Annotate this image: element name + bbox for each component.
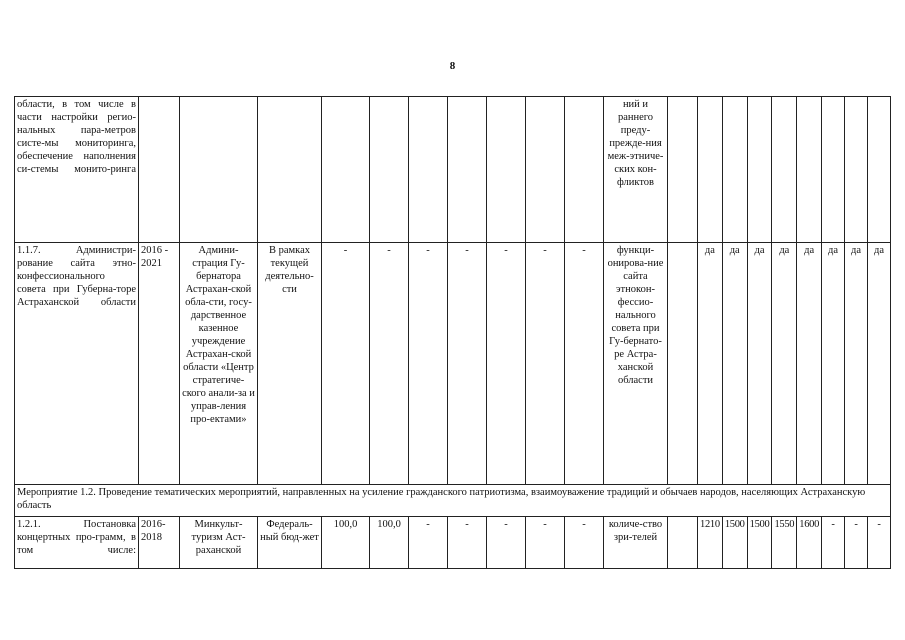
value-cell: - [868, 517, 891, 569]
indicator-cell: ний и раннего преду-прежде-ния меж-этниче-ских кон-фликтов [604, 97, 668, 243]
indicator-cell: количе-ство зри-телей [604, 517, 668, 569]
period-cell: 2016 - 2021 [139, 243, 180, 485]
measure-title: Мероприятие 1.2. Проведение тематических мероприятий, направленных на усиление гражданского патриотизма, взаимоуважение традиций и обычаев народов, населяющих Астраханскую область [15, 485, 891, 517]
yes-cell: да [698, 243, 723, 485]
activity-cell: области, в том числе в части настройки регио-нальных пара-метров систе-мы мониторинга, обеспечение наполнения си-стемы монито-ринга [15, 97, 139, 243]
period-cell: 2016- 2018 [139, 517, 180, 569]
program-table [14, 96, 891, 569]
target-value-cell: 1500 [747, 517, 772, 569]
yes-cell: да [747, 243, 772, 485]
indicator-cell: функци-онирова-ние сайта этнокон-фессио-нального совета при Гу-бернато-ре Астра-ханской области [604, 243, 668, 485]
value-cell: 100,0 [322, 517, 370, 569]
value-cell: 100,0 [370, 517, 409, 569]
value-cell: - [487, 243, 526, 485]
value-cell: - [526, 517, 565, 569]
funding-source-cell: В рамках текущей деятельно-сти [258, 243, 322, 485]
value-cell: - [409, 243, 448, 485]
yes-cell: да [772, 243, 797, 485]
table-row-1-2-1 [15, 517, 891, 569]
value-cell: - [845, 517, 868, 569]
yes-cell: да [822, 243, 845, 485]
measure-header-row [15, 485, 891, 517]
page-number: 8 [449, 60, 456, 72]
value-cell: - [322, 243, 370, 485]
yes-cell: да [722, 243, 747, 485]
activity-cell: 1.2.1. Постановка концертных про-грамм, в том числе: [15, 517, 139, 569]
table-row-continuation [15, 97, 891, 243]
value-cell: - [565, 243, 604, 485]
value-cell: - [448, 243, 487, 485]
value-cell: - [526, 243, 565, 485]
target-value-cell: 1550 [772, 517, 797, 569]
target-value-cell: 1500 [722, 517, 747, 569]
yes-cell: да [868, 243, 891, 485]
value-cell: - [370, 243, 409, 485]
activity-cell: 1.1.7. Администри-рование сайта этно-конфессионального совета при Губерна-торе Астраханской области [15, 243, 139, 485]
yes-cell: да [845, 243, 868, 485]
value-cell: - [487, 517, 526, 569]
value-cell: - [448, 517, 487, 569]
value-cell: - [565, 517, 604, 569]
yes-cell: да [797, 243, 822, 485]
value-cell: - [822, 517, 845, 569]
executor-cell: Админи-страция Гу-бернатора Астрахан-ской обла-сти, госу-дарственное казенное учреждение Астрахан-ской области «Центр стратегиче-ского анали-за и управ-ления про-ектами» [180, 243, 258, 485]
table-row-1-1-7 [15, 243, 891, 485]
funding-source-cell: Федераль-ный бюд-жет [258, 517, 322, 569]
executor-cell: Минкульт-туризм Аст-раханской [180, 517, 258, 569]
target-value-cell: 1210 [698, 517, 723, 569]
value-cell: - [409, 517, 448, 569]
target-value-cell: 1600 [797, 517, 822, 569]
